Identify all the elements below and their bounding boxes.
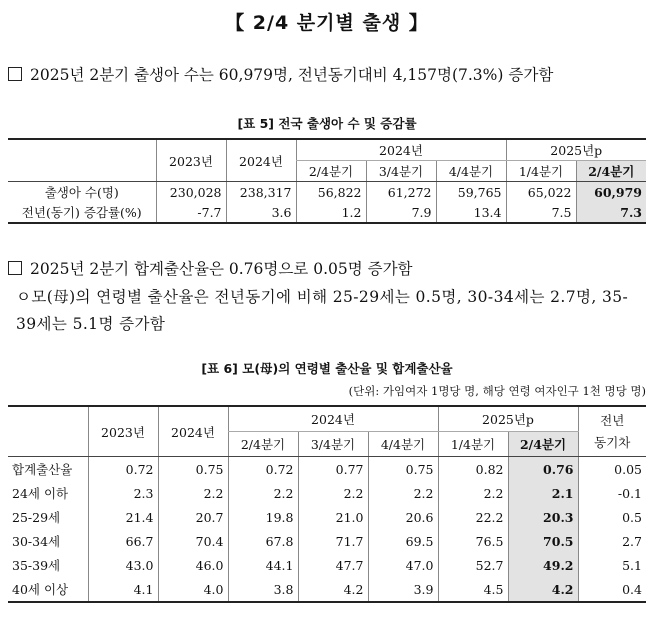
cell: 0.05 — [578, 457, 646, 482]
table-row — [8, 481, 646, 505]
cell: 0.72 — [88, 457, 158, 482]
cell-highlight: 70.5 — [508, 529, 578, 553]
row-label: 전년(동기) 증감률(%) — [21, 205, 142, 220]
checkbox-bullet-icon — [8, 261, 22, 275]
cell: 2.2 — [228, 481, 298, 505]
table5 — [8, 138, 646, 224]
cell: 46.0 — [158, 553, 228, 577]
cell: 44.1 — [228, 553, 298, 577]
table5-quarter-header: 3/4분기 — [366, 161, 436, 182]
paragraph-age-rates: ㅇ모(母)의 연령별 출산율은 전년동기에 비해 25-29세는 0.5명, 30-34세는 2.7명, 35-39세는 5.1명 증가함 — [16, 288, 629, 333]
cell: 1.2 — [296, 202, 366, 223]
cell: 70.4 — [158, 529, 228, 553]
cell: 21.4 — [88, 505, 158, 529]
cell: 0.82 — [438, 457, 508, 482]
table5-group-2024: 2024년 — [296, 139, 506, 161]
table6-quarter-header: 2/4분기 — [228, 432, 298, 457]
table6-diff-header: 전년 동기차 — [578, 406, 646, 457]
cell: 20.6 — [368, 505, 438, 529]
cell: 2.7 — [578, 529, 646, 553]
cell: 47.0 — [368, 553, 438, 577]
table6-year-header: 2023년 — [88, 406, 158, 457]
paragraph-births-text: 2025년 2분기 출생아 수는 60,979명, 전년동기대비 4,157명(7.3%) 증가함 — [30, 66, 554, 84]
cell: 61,272 — [366, 182, 436, 203]
cell: 67.8 — [228, 529, 298, 553]
cell-highlight: 0.76 — [508, 457, 578, 482]
table6-quarter-header: 3/4분기 — [298, 432, 368, 457]
cell-highlight: 49.2 — [508, 553, 578, 577]
cell: 76.5 — [438, 529, 508, 553]
table-row — [8, 553, 646, 577]
table6-quarter-header: 4/4분기 — [368, 432, 438, 457]
row-label: 30-34세 — [12, 534, 61, 549]
paragraph-tfr-text: 2025년 2분기 합계출산율은 0.76명으로 0.05명 증가함 — [30, 260, 413, 278]
cell: 22.2 — [438, 505, 508, 529]
cell: 65,022 — [506, 182, 576, 203]
cell: 230,028 — [156, 182, 226, 203]
cell: 0.75 — [158, 457, 228, 482]
cell: 47.7 — [298, 553, 368, 577]
table5-group-2025: 2025년p — [506, 139, 646, 161]
cell: 4.2 — [298, 577, 368, 602]
cell-highlight: 4.2 — [508, 577, 578, 602]
section-title: 【 2/4 분기별 출생 】 — [225, 12, 429, 34]
table6-group-2024: 2024년 — [228, 406, 438, 432]
cell: -7.7 — [156, 202, 226, 223]
cell: 59,765 — [436, 182, 506, 203]
table6-group-2025: 2025년p — [438, 406, 578, 432]
cell: 43.0 — [88, 553, 158, 577]
cell: 0.77 — [298, 457, 368, 482]
table-row — [8, 457, 646, 482]
cell-highlight: 20.3 — [508, 505, 578, 529]
paragraph-births — [8, 62, 553, 88]
table5-corner — [8, 139, 156, 182]
row-label: 35-39세 — [12, 558, 61, 573]
table6-unit-note: (단위: 가임여자 1명당 명, 해당 연령 여자인구 1천 명당 명) — [348, 384, 646, 398]
cell: 238,317 — [226, 182, 296, 203]
table6-quarter-header: 1/4분기 — [438, 432, 508, 457]
cell: 13.4 — [436, 202, 506, 223]
table6 — [8, 405, 646, 603]
cell: 0.5 — [578, 505, 646, 529]
cell: 2.3 — [88, 481, 158, 505]
cell: 4.0 — [158, 577, 228, 602]
cell: 20.7 — [158, 505, 228, 529]
cell: 3.9 — [368, 577, 438, 602]
table-row — [8, 529, 646, 553]
cell: 3.6 — [226, 202, 296, 223]
table5-caption: [표 5] 전국 출생아 수 및 증감률 — [237, 116, 417, 131]
cell: 2.2 — [438, 481, 508, 505]
paragraph-tfr — [8, 256, 413, 282]
row-label: 24세 이하 — [12, 486, 69, 501]
row-label: 출생아 수(명) — [44, 185, 119, 200]
cell: 5.1 — [578, 553, 646, 577]
cell: 69.5 — [368, 529, 438, 553]
cell: 66.7 — [88, 529, 158, 553]
row-label: 합계출산율 — [12, 462, 73, 477]
table-row — [8, 577, 646, 602]
cell: 3.8 — [228, 577, 298, 602]
table5-quarter-header: 2/4분기 — [296, 161, 366, 182]
cell: 7.5 — [506, 202, 576, 223]
table-row — [8, 182, 646, 203]
cell-highlight: 60,979 — [576, 182, 646, 203]
table6-year-header: 2024년 — [158, 406, 228, 457]
cell: 71.7 — [298, 529, 368, 553]
table6-quarter-header-highlight: 2/4분기 — [508, 432, 578, 457]
cell: 52.7 — [438, 553, 508, 577]
row-label: 40세 이상 — [12, 582, 69, 597]
cell: 2.2 — [368, 481, 438, 505]
cell: 56,822 — [296, 182, 366, 203]
cell: 2.2 — [158, 481, 228, 505]
table5-quarter-header: 4/4분기 — [436, 161, 506, 182]
table5-quarter-header: 1/4분기 — [506, 161, 576, 182]
table5-year-header: 2024년 — [226, 139, 296, 182]
table6-corner — [8, 406, 88, 457]
cell-highlight: 2.1 — [508, 481, 578, 505]
cell: 21.0 — [298, 505, 368, 529]
checkbox-bullet-icon — [8, 67, 22, 81]
cell: 4.1 — [88, 577, 158, 602]
cell-highlight: 7.3 — [576, 202, 646, 223]
cell: 0.75 — [368, 457, 438, 482]
table5-quarter-header-highlight: 2/4분기 — [576, 161, 646, 182]
cell: 4.5 — [438, 577, 508, 602]
cell: 0.4 — [578, 577, 646, 602]
cell: 2.2 — [298, 481, 368, 505]
cell: -0.1 — [578, 481, 646, 505]
cell: 0.72 — [228, 457, 298, 482]
table5-year-header: 2023년 — [156, 139, 226, 182]
cell: 19.8 — [228, 505, 298, 529]
table-row — [8, 202, 646, 223]
table6-caption: [표 6] 모(母)의 연령별 출산율 및 합계출산율 — [201, 361, 453, 376]
cell: 7.9 — [366, 202, 436, 223]
table-row — [8, 505, 646, 529]
row-label: 25-29세 — [12, 510, 61, 525]
